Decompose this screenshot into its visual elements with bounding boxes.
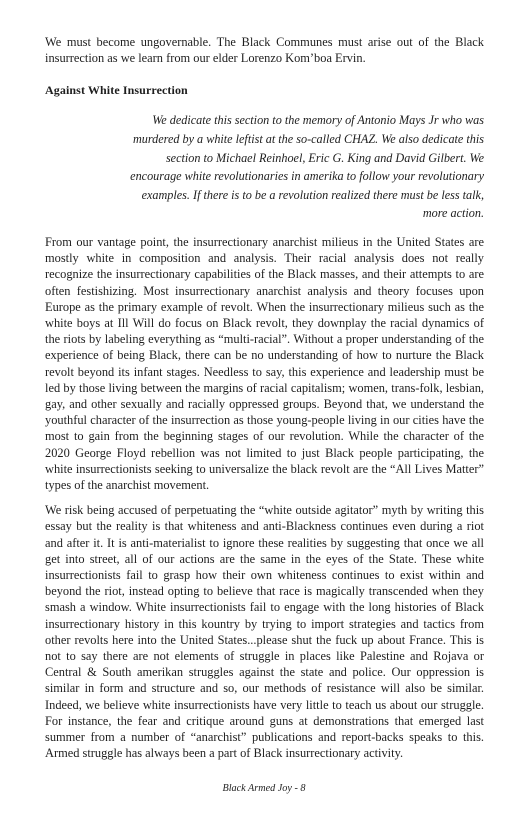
paragraph-vantage-point: From our vantage point, the insurrectionary anarchist milieus in the United States are mostly white in composition and analysis. Their racial analysis does not really recognize the insurrectionary capabilities of the Black masses, and their attempts to are often festishizing. Most insurrectionary anarchist analysis and theory focuses upon Europe as the primary example of revolt. When the insurrectionary milieus such as the white boys at Ill Will do focus on Black revolt, they downplay the racial dynamics of the riots by labeling everything as “multi-racial”. Without a proper understanding of the experience of being Black, there can be no understanding of how to nurture the Black revolt beyond its infant stages. Needless to say, this experience and leadership must be led by those living between the margins of racial capitalism; women, trans-folk, lesbian, gay, and other sexually and racially oppressed groups. Beyond that, we understand the youthful character of the insurrection as those young-people living in our cities have the most to gain from the beginning stages of our revolution. While the character of the 2020 George Floyd rebellion was not limited to just Black people participating, the white insurrectionists seeking to universalize the black revolt are the “All Lives Matter” types of the anarchist movement. <box>45 234 484 493</box>
paragraph-outside-agitator: We risk being accused of perpetuating the “white outside agitator” myth by writing this essay but the reality is that whiteness and anti-Blackness continues even during a riot and after it. It is anti-materialist to ignore these realities by suggesting that once we all get into street, all of our actions are the same in the eyes of the State. These white insurrectionists fail to grasp how their own whiteness continues to exist within and beyond the riot, instead opting to believe that race is magically transcended when they smash a window. White insurrectionists fail to engage with the long histories of Black insurrectionary history in this kountry by trying to import strategies and tactics from other revolts here into the United States...please shut the fuck up about France. This is not to say there are not elements of struggle in places like Palestine and Rojava or Central & South amerikan struggles against the state and police. Our oppression is similar in form and structure and so, our methods of resistance will also be similar. Indeed, we believe white insurrectionists have very little to teach us about our struggle. For instance, the fear and critique around guns at demonstrations that emerged last summer from a number of “anarchist” publications and report-backs speaks to this. Armed struggle has always been a part of Black insurrectionary activity. <box>45 503 484 761</box>
dedication-quote: We dedicate this section to the memory of Antonio Mays Jr who was murdered by a white leftist at the so-called CHAZ. We also dedicate this section to Michael Reinhoel, Eric G. King and David Gilbert. We encourage white revolutionaries in amerika to follow your revolutionary examples. If there is to be a revolution realized there must be less talk, more action. <box>130 113 484 221</box>
paragraph-opening: We must become ungovernable. The Black Communes must arise out of the Black insurrection as we learn from our elder Lorenzo Kom’boa Ervin. <box>45 35 484 66</box>
section-heading: Against White Insurrection <box>45 83 188 98</box>
page-footer: Black Armed Joy - 8 <box>222 783 306 794</box>
